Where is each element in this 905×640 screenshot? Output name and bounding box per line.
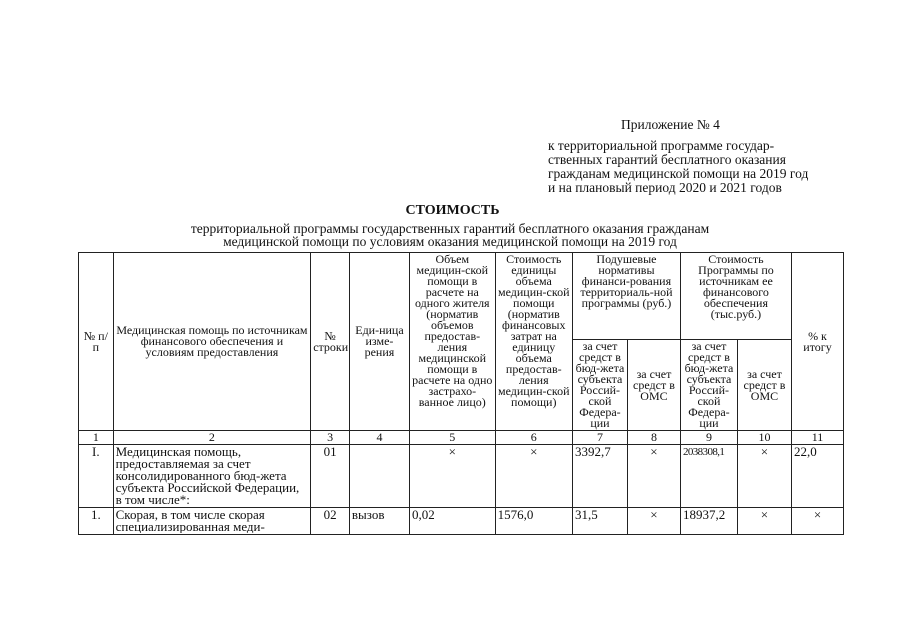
- table-row: [79, 445, 844, 508]
- appendix-line: и на плановый период 2020 и 2021 годов: [548, 180, 782, 195]
- header-cost-budget: за счет средст в бюд-жета субъекта Россий-ской Федера-ции: [680, 340, 737, 431]
- col-number: 5: [410, 431, 496, 445]
- row-volume: ×: [410, 445, 496, 508]
- row-pc-oms: ×: [627, 445, 680, 508]
- row-pc-budget: 3392,7: [572, 445, 627, 508]
- col-number: 2: [113, 431, 311, 445]
- appendix-number: Приложение № 4: [621, 117, 720, 132]
- row-cost-budget: 18937,2: [680, 508, 737, 535]
- column-number-row: [79, 431, 844, 445]
- header-care: Медицинская помощь по источникам финансового обеспечения и условиям предоставления: [113, 253, 311, 431]
- col-number: 11: [791, 431, 843, 445]
- cost-table: [78, 252, 844, 535]
- subtitle-line: территориальной программы государственных гарантий бесплатного оказания гражданам: [190, 221, 710, 236]
- appendix-line: к территориальной программе государ-: [548, 138, 775, 153]
- row-unit: [349, 445, 409, 508]
- col-number: 8: [627, 431, 680, 445]
- row-unit: вызов: [349, 508, 409, 535]
- col-number: 4: [349, 431, 409, 445]
- header-unit: Еди-ница изме-рения: [349, 253, 409, 431]
- header-row-no: № строки: [311, 253, 350, 431]
- document-title: СТОИМОСТЬ: [405, 203, 500, 218]
- row-num: I.: [79, 445, 114, 508]
- header-volume: Объем медицин-ской помощи в расчете на одного жителя (норматив объемов предостав-ления медицинской помощи в расчете на одно застрахо-ванное лицо): [410, 253, 496, 431]
- header-num: № п/п: [79, 253, 114, 431]
- subtitle-line: медицинской помощи по условиям оказания медицинской помощи на 2019 год: [223, 234, 677, 249]
- row-cost-budget: 2038308,1: [680, 445, 737, 508]
- header-per-capita: Подушевые нормативы финанси-рования территориаль-ной программы (руб.): [572, 253, 680, 340]
- row-pc-oms: ×: [627, 508, 680, 535]
- row-pct: 22,0: [791, 445, 843, 508]
- header-row-top: [79, 253, 844, 340]
- row-pct: ×: [791, 508, 843, 535]
- col-number: 3: [311, 431, 350, 445]
- row-unit-cost: 1576,0: [495, 508, 572, 535]
- appendix-line: гражданам медицинской помощи на 2019 год: [548, 166, 809, 181]
- row-num: 1.: [79, 508, 114, 535]
- document-subtitle: [150, 222, 750, 248]
- header-pc-budget: за счет средст в бюд-жета субъекта Россий-ской Федера-ции: [572, 340, 627, 431]
- header-pc-oms: за счет средст в ОМС: [627, 340, 680, 431]
- row-number: 02: [311, 508, 350, 535]
- table-row: [79, 508, 844, 535]
- row-pc-budget: 31,5: [572, 508, 627, 535]
- appendix-block: [548, 118, 848, 195]
- col-number: 9: [680, 431, 737, 445]
- row-name: Скорая, в том числе скорая специализированная меди-: [115, 509, 265, 533]
- row-name: Медицинская помощь, предоставляемая за счет консолидированного бюд-жета субъекта Российской Федерации, в том числе*:: [113, 445, 311, 508]
- header-program-cost: Стоимость Программы по источникам ее финансового обеспечения (тыс.руб.): [680, 253, 791, 340]
- appendix-line: ственных гарантий бесплатного оказания: [548, 152, 786, 167]
- col-number: 6: [495, 431, 572, 445]
- header-pct: % к итогу: [791, 253, 843, 431]
- row-cost-oms: ×: [737, 508, 791, 535]
- row-number: 01: [311, 445, 350, 508]
- col-number: 7: [572, 431, 627, 445]
- col-number: 10: [737, 431, 791, 445]
- col-number: 1: [79, 431, 114, 445]
- header-unit-cost: Стоимость единицы объема медицин-ской помощи (норматив финансовых затрат на единицу объема предостав-ления медицин-ской помощи): [495, 253, 572, 431]
- row-unit-cost: ×: [495, 445, 572, 508]
- header-cost-oms: за счет средст в ОМС: [737, 340, 791, 431]
- row-volume: 0,02: [410, 508, 496, 535]
- row-name-cell: [113, 508, 311, 535]
- row-cost-oms: ×: [737, 445, 791, 508]
